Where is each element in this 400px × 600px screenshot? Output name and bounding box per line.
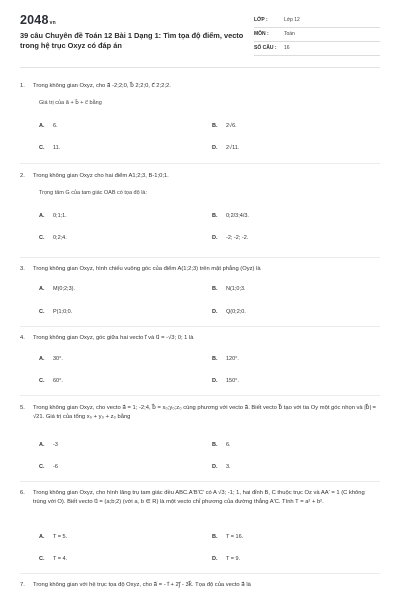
question-number: 2. [20, 173, 25, 179]
question-divider [20, 163, 380, 164]
option-d[interactable]: D. 150°. [212, 378, 239, 384]
option-b[interactable]: B. 6. [212, 442, 231, 448]
meta-label: LỚP : [254, 17, 268, 23]
meta-table [254, 14, 380, 56]
option-a[interactable]: A. 0;1;1. [39, 213, 67, 219]
option-c[interactable]: C. P(1;0;0. [39, 309, 73, 315]
meta-row-count [254, 42, 380, 56]
option-b[interactable]: B. 2√6. [212, 123, 237, 129]
option-b[interactable]: B. N(1;0;3. [212, 286, 246, 292]
question-number: 3. [20, 266, 25, 272]
question-number: 7. [20, 582, 25, 588]
option-b[interactable]: B. T = 16. [212, 534, 244, 540]
option-d[interactable]: D. T = 9. [212, 556, 241, 562]
question-subtext: Giá trị của a⃗ + b⃗ + c⃗ bằng [39, 100, 102, 106]
question-divider [20, 395, 380, 396]
question-divider [20, 257, 380, 258]
option-a[interactable]: A. 6. [39, 123, 58, 129]
option-c[interactable]: C. T = 4. [39, 556, 68, 562]
meta-value: Lớp 12 [284, 17, 300, 23]
site-logo[interactable] [20, 13, 56, 27]
option-a[interactable]: A. M(0;2;3). [39, 286, 76, 292]
option-c[interactable]: C. 0;2;4. [39, 235, 67, 241]
question-number: 6. [20, 490, 25, 496]
question-divider [20, 326, 380, 327]
meta-label: MÔN : [254, 31, 269, 37]
option-c[interactable]: C. 60°. [39, 378, 63, 384]
question-text: Trong không gian Oxyz, hình chiếu vuông góc của điểm A(1;2;3) trên mặt phẳng (Oyz) là [33, 266, 261, 272]
option-c[interactable]: C. -6 [39, 464, 58, 470]
option-b[interactable]: B. 120°. [212, 356, 239, 362]
logo-text: 2048 [20, 13, 49, 27]
question-text: Trong không gian Oxyz, cho a⃗ -2;2;0, b⃗ 2;2;0, c⃗ 2;2;2. [33, 83, 171, 89]
question-text: Trong không gian Oxyz, góc giữa hai vecto i⃗ và u⃗ = -√3; 0; 1 là [33, 335, 194, 341]
option-d[interactable]: D. Q(0;2;0. [212, 309, 246, 315]
question-text: Trong không gian Oxyz cho hai điểm A1;2;3, B-1;0;1. [33, 173, 169, 179]
question-text: Trong không gian với hệ trục tọa độ Oxyz, cho a⃗ = - i⃗ + 2j⃗ - 3k⃗. Tọa độ của vecto a⃗ là [33, 582, 251, 588]
question-subtext: Trọng tâm G của tam giác OAB có tọa độ là: [39, 190, 148, 196]
option-b[interactable]: B. 0;2/3;4/3. [212, 213, 249, 219]
meta-label: SỐ CÂU : [254, 45, 277, 51]
question-number: 5. [20, 405, 25, 411]
question-divider [20, 573, 380, 574]
meta-row-class [254, 14, 380, 28]
option-a[interactable]: A. -3 [39, 442, 58, 448]
question-text: Trong không gian Oxyz, cho hình lăng trụ tam giác đều ABC.A'B'C' có A √3; -1; 1, hai đỉnh B, C thuộc trục Oz và AA' = 1 (C không trùng với O). Biết vecto u⃗ = (a;b;2) (với a, b ∈ R) là một vecto chỉ phương của đường thẳng A'C. Tính T = a² + b². [33, 490, 365, 505]
option-c[interactable]: C. 11. [39, 145, 61, 151]
option-d[interactable]: D. 3. [212, 464, 231, 470]
header-divider [20, 67, 380, 68]
option-a[interactable]: A. T = 5. [39, 534, 68, 540]
logo-suffix: vn [49, 20, 56, 26]
option-d[interactable]: D. -2; -2; -2. [212, 235, 249, 241]
question-divider [20, 481, 380, 482]
question-number: 1. [20, 83, 25, 89]
document-title: 39 câu Chuyên đề Toán 12 Bài 1 Dạng 1: Tìm tọa độ điểm, vecto trong hệ trục Oxyz có đáp án [20, 31, 244, 50]
option-d[interactable]: D. 2√11. [212, 145, 240, 151]
meta-value: Toán [284, 31, 295, 37]
option-a[interactable]: A. 30°. [39, 356, 63, 362]
meta-value: 16 [284, 45, 290, 51]
meta-row-subject [254, 28, 380, 42]
question-number: 4. [20, 335, 25, 341]
question-text: Trong không gian Oxyz, cho vecto a⃗ = 1; -2;4, b⃗ = x₀;y₀;z₀ cùng phương với vecto a⃗. Biết vecto b⃗ tạo với tia Oy một góc nhọn và |b⃗| = √21. Giá trị của tổng x₀ + y₀ + z₀ bằng [33, 405, 376, 420]
